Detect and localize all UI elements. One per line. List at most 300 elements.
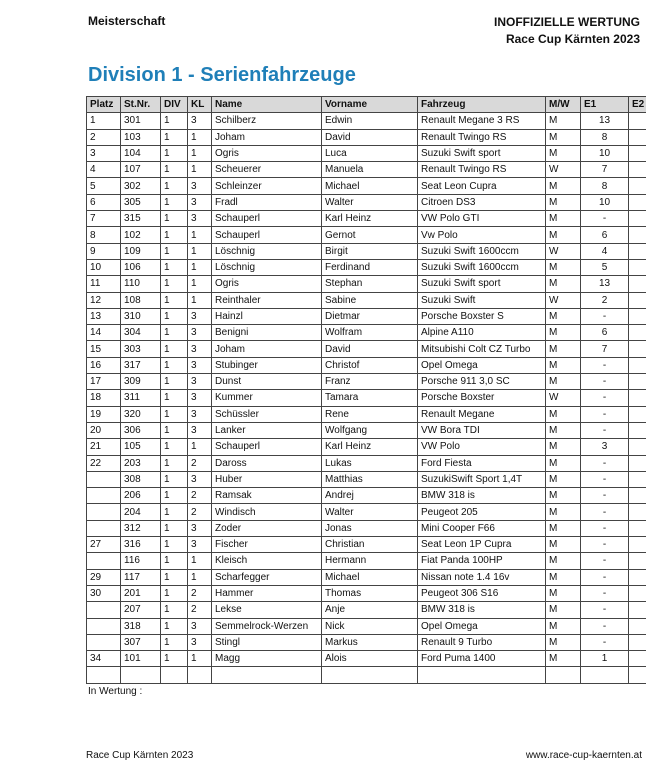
col-platz-cell: 8	[87, 227, 121, 243]
col-platz-cell: 19	[87, 406, 121, 422]
col-e2-cell	[629, 422, 646, 438]
col-mw-cell: M	[546, 145, 581, 161]
col-mw-cell: W	[546, 292, 581, 308]
col-startnummer-cell: 305	[121, 194, 161, 210]
col-platz-cell	[87, 618, 121, 634]
col-mw-cell: M	[546, 129, 581, 145]
col-kl-cell: 1	[188, 259, 212, 275]
col-name-cell: Lanker	[212, 422, 322, 438]
col-e1-cell: -	[581, 553, 629, 569]
col-startnummer-cell: 304	[121, 325, 161, 341]
col-name-cell: Löschnig	[212, 243, 322, 259]
col-startnummer-cell: 104	[121, 145, 161, 161]
col-e1-cell: 10	[581, 194, 629, 210]
col-vorname-cell: Thomas	[322, 585, 418, 601]
col-e1-cell: 10	[581, 145, 629, 161]
col-platz-cell: 15	[87, 341, 121, 357]
col-kl-cell: 3	[188, 325, 212, 341]
col-kl-header: KL	[188, 97, 212, 113]
table-row	[87, 292, 646, 308]
table-row	[87, 113, 646, 129]
col-mw-cell: M	[546, 374, 581, 390]
col-startnummer-cell: 116	[121, 553, 161, 569]
table-row	[87, 618, 646, 634]
table-row	[87, 422, 646, 438]
col-name-cell: Benigni	[212, 325, 322, 341]
col-mw-cell: M	[546, 455, 581, 471]
col-platz-cell: 6	[87, 194, 121, 210]
col-fahrzeug-cell: BMW 318 is	[418, 602, 546, 618]
col-name-cell: Löschnig	[212, 259, 322, 275]
col-e1-cell: 8	[581, 129, 629, 145]
empty-cell	[121, 667, 161, 683]
col-vorname-cell: Franz	[322, 374, 418, 390]
col-startnummer-cell: 107	[121, 162, 161, 178]
col-name-cell: Ogris	[212, 145, 322, 161]
col-div-cell: 1	[161, 488, 188, 504]
col-mw-cell: M	[546, 357, 581, 373]
col-vorname-cell: Wolfgang	[322, 422, 418, 438]
col-e2-cell	[629, 129, 646, 145]
table-row	[87, 553, 646, 569]
col-div-cell: 1	[161, 439, 188, 455]
col-fahrzeug-cell: Peugeot 205	[418, 504, 546, 520]
col-e1-cell: 8	[581, 178, 629, 194]
col-div-cell: 1	[161, 129, 188, 145]
col-e1-cell: 6	[581, 325, 629, 341]
col-kl-cell: 3	[188, 471, 212, 487]
col-mw-cell: M	[546, 634, 581, 650]
col-e1-cell: -	[581, 569, 629, 585]
col-fahrzeug-cell: Alpine A110	[418, 325, 546, 341]
col-kl-cell: 3	[188, 308, 212, 324]
col-vorname-cell: Dietmar	[322, 308, 418, 324]
table-row	[87, 194, 646, 210]
col-div-cell: 1	[161, 276, 188, 292]
col-kl-cell: 1	[188, 162, 212, 178]
col-platz-cell: 21	[87, 439, 121, 455]
col-div-cell: 1	[161, 471, 188, 487]
col-startnummer-cell: 206	[121, 488, 161, 504]
col-startnummer-cell: 105	[121, 439, 161, 455]
col-e2-cell	[629, 537, 646, 553]
col-vorname-cell: Walter	[322, 194, 418, 210]
col-startnummer-cell: 302	[121, 178, 161, 194]
col-kl-cell: 3	[188, 357, 212, 373]
col-e1-cell: 1	[581, 651, 629, 667]
col-startnummer-cell: 309	[121, 374, 161, 390]
col-name-cell: Zoder	[212, 520, 322, 536]
col-platz-cell	[87, 471, 121, 487]
col-div-cell: 1	[161, 341, 188, 357]
col-e1-cell: -	[581, 585, 629, 601]
col-kl-cell: 3	[188, 520, 212, 536]
col-startnummer-cell: 207	[121, 602, 161, 618]
col-div-cell: 1	[161, 422, 188, 438]
col-e1-cell: -	[581, 308, 629, 324]
col-mw-cell: M	[546, 276, 581, 292]
col-e1-cell: 7	[581, 341, 629, 357]
col-e2-cell	[629, 374, 646, 390]
col-div-cell: 1	[161, 145, 188, 161]
table-row	[87, 325, 646, 341]
col-div-cell: 1	[161, 634, 188, 650]
col-vorname-cell: Edwin	[322, 113, 418, 129]
col-fahrzeug-cell: Opel Omega	[418, 618, 546, 634]
col-fahrzeug-cell: Renault Twingo RS	[418, 129, 546, 145]
col-platz-cell: 22	[87, 455, 121, 471]
col-name-cell: Hainzl	[212, 308, 322, 324]
col-startnummer-cell: 316	[121, 537, 161, 553]
col-vorname-cell: Sabine	[322, 292, 418, 308]
empty-cell	[212, 667, 322, 683]
col-name-cell: Joham	[212, 341, 322, 357]
col-fahrzeug-cell: Porsche Boxster S	[418, 308, 546, 324]
col-platz-cell	[87, 602, 121, 618]
col-startnummer-cell: 315	[121, 211, 161, 227]
footer-website: www.race-cup-kaernten.at	[525, 750, 642, 761]
col-div-cell: 1	[161, 585, 188, 601]
col-e1-cell: 13	[581, 113, 629, 129]
col-mw-cell: M	[546, 488, 581, 504]
col-e1-header: E1	[581, 97, 629, 113]
table-row	[87, 520, 646, 536]
col-name-cell: Kleisch	[212, 553, 322, 569]
col-mw-cell: M	[546, 341, 581, 357]
col-startnummer-cell: 109	[121, 243, 161, 259]
col-startnummer-cell: 204	[121, 504, 161, 520]
col-kl-cell: 2	[188, 504, 212, 520]
col-kl-cell: 2	[188, 455, 212, 471]
col-mw-cell: M	[546, 439, 581, 455]
col-fahrzeug-cell: Renault 9 Turbo	[418, 634, 546, 650]
col-mw-cell: M	[546, 471, 581, 487]
col-name-cell: Schauperl	[212, 439, 322, 455]
col-div-cell: 1	[161, 162, 188, 178]
table-row	[87, 145, 646, 161]
col-platz-cell: 34	[87, 651, 121, 667]
col-mw-cell: M	[546, 602, 581, 618]
col-vorname-cell: Christof	[322, 357, 418, 373]
col-div-cell: 1	[161, 308, 188, 324]
col-fahrzeug-cell: VW Polo GTI	[418, 211, 546, 227]
col-startnummer-cell: 103	[121, 129, 161, 145]
col-e2-cell	[629, 455, 646, 471]
col-e2-cell	[629, 194, 646, 210]
table-row	[87, 276, 646, 292]
col-platz-cell	[87, 504, 121, 520]
col-fahrzeug-cell: VW Bora TDI	[418, 422, 546, 438]
col-platz-cell: 14	[87, 325, 121, 341]
col-fahrzeug-cell: Suzuki Swift 1600ccm	[418, 259, 546, 275]
col-mw-cell: M	[546, 422, 581, 438]
col-fahrzeug-cell: BMW 318 is	[418, 488, 546, 504]
col-vorname-cell: Ferdinand	[322, 259, 418, 275]
col-fahrzeug-cell: Suzuki Swift	[418, 292, 546, 308]
col-name-cell: Fradl	[212, 194, 322, 210]
col-vorname-cell: Rene	[322, 406, 418, 422]
col-div-cell: 1	[161, 651, 188, 667]
col-e2-cell	[629, 292, 646, 308]
table-row	[87, 341, 646, 357]
table-row	[87, 308, 646, 324]
col-e1-cell: 7	[581, 162, 629, 178]
col-kl-cell: 3	[188, 618, 212, 634]
col-kl-cell: 3	[188, 537, 212, 553]
col-fahrzeug-cell: Opel Omega	[418, 357, 546, 373]
col-mw-cell: M	[546, 178, 581, 194]
col-name-cell: Windisch	[212, 504, 322, 520]
col-mw-cell: W	[546, 243, 581, 259]
col-startnummer-cell: 102	[121, 227, 161, 243]
col-e2-cell	[629, 276, 646, 292]
col-name-cell: Schauperl	[212, 227, 322, 243]
col-kl-cell: 3	[188, 211, 212, 227]
col-mw-cell: M	[546, 569, 581, 585]
col-vorname-cell: Lukas	[322, 455, 418, 471]
col-platz-cell: 5	[87, 178, 121, 194]
col-platz-cell: 18	[87, 390, 121, 406]
col-platz-cell: 4	[87, 162, 121, 178]
col-platz-cell	[87, 634, 121, 650]
col-name-cell: Schilberz	[212, 113, 322, 129]
col-mw-cell: W	[546, 390, 581, 406]
empty-cell	[546, 667, 581, 683]
col-vorname-cell: Tamara	[322, 390, 418, 406]
col-e2-cell	[629, 325, 646, 341]
col-startnummer-cell: 310	[121, 308, 161, 324]
col-mw-cell: M	[546, 194, 581, 210]
col-startnummer-cell: 108	[121, 292, 161, 308]
table-row	[87, 129, 646, 145]
col-vorname-cell: Hermann	[322, 553, 418, 569]
col-div-cell: 1	[161, 194, 188, 210]
col-name-cell: Reinthaler	[212, 292, 322, 308]
col-fahrzeug-cell: VW Polo	[418, 439, 546, 455]
table-row	[87, 390, 646, 406]
table-row	[87, 178, 646, 194]
col-fahrzeug-cell: Seat Leon Cupra	[418, 178, 546, 194]
col-vorname-cell: Wolfram	[322, 325, 418, 341]
col-e2-cell	[629, 569, 646, 585]
col-vorname-cell: Karl Heinz	[322, 439, 418, 455]
col-vorname-header: Vorname	[322, 97, 418, 113]
table-row	[87, 569, 646, 585]
col-e2-cell	[629, 651, 646, 667]
col-mw-cell: M	[546, 308, 581, 324]
col-div-cell: 1	[161, 520, 188, 536]
table-row	[87, 537, 646, 553]
col-platz-cell: 27	[87, 537, 121, 553]
col-startnummer-cell: 307	[121, 634, 161, 650]
col-mw-cell: M	[546, 406, 581, 422]
col-name-cell: Schüssler	[212, 406, 322, 422]
col-kl-cell: 2	[188, 488, 212, 504]
col-kl-cell: 3	[188, 194, 212, 210]
table-row	[87, 357, 646, 373]
table-row	[87, 211, 646, 227]
col-kl-cell: 3	[188, 178, 212, 194]
footer-left: Race Cup Kärnten 2023	[86, 750, 194, 761]
col-div-cell: 1	[161, 357, 188, 373]
col-name-cell: Schleinzer	[212, 178, 322, 194]
table-row	[87, 406, 646, 422]
col-name-cell: Scharfegger	[212, 569, 322, 585]
table-row	[87, 227, 646, 243]
col-vorname-cell: Michael	[322, 178, 418, 194]
col-startnummer-cell: 106	[121, 259, 161, 275]
col-div-cell: 1	[161, 325, 188, 341]
empty-cell	[322, 667, 418, 683]
col-startnummer-cell: 306	[121, 422, 161, 438]
col-vorname-cell: Andrej	[322, 488, 418, 504]
col-kl-cell: 1	[188, 276, 212, 292]
col-e2-cell	[629, 390, 646, 406]
col-fahrzeug-cell: Porsche 911 3,0 SC	[418, 374, 546, 390]
col-e1-cell: -	[581, 520, 629, 536]
col-div-cell: 1	[161, 178, 188, 194]
col-e2-cell	[629, 243, 646, 259]
col-mw-cell: M	[546, 553, 581, 569]
col-e2-cell	[629, 341, 646, 357]
col-mw-cell: W	[546, 162, 581, 178]
col-kl-cell: 1	[188, 553, 212, 569]
col-vorname-cell: Walter	[322, 504, 418, 520]
division-title: Division 1 - Serienfahrzeuge	[88, 64, 356, 86]
header-wertung: INOFFIZIELLE WERTUNG	[494, 15, 640, 29]
col-name-cell: Fischer	[212, 537, 322, 553]
col-e1-cell: -	[581, 406, 629, 422]
col-div-cell: 1	[161, 455, 188, 471]
col-fahrzeug-cell: Mini Cooper F66	[418, 520, 546, 536]
col-kl-cell: 3	[188, 341, 212, 357]
col-startnummer-cell: 308	[121, 471, 161, 487]
col-platz-cell: 3	[87, 145, 121, 161]
col-div-cell: 1	[161, 602, 188, 618]
empty-cell	[87, 667, 121, 683]
col-platz-cell: 1	[87, 113, 121, 129]
header-title: Meisterschaft	[88, 14, 166, 28]
col-platz-cell: 13	[87, 308, 121, 324]
col-e2-cell	[629, 439, 646, 455]
col-e1-cell: -	[581, 634, 629, 650]
col-startnummer-cell: 201	[121, 585, 161, 601]
col-e1-cell: -	[581, 537, 629, 553]
col-div-cell: 1	[161, 504, 188, 520]
col-platz-cell: 16	[87, 357, 121, 373]
col-name-cell: Dunst	[212, 374, 322, 390]
col-fahrzeug-cell: Ford Fiesta	[418, 455, 546, 471]
col-vorname-cell: Anje	[322, 602, 418, 618]
col-fahrzeug-cell: Suzuki Swift sport	[418, 145, 546, 161]
col-div-cell: 1	[161, 618, 188, 634]
col-name-cell: Hammer	[212, 585, 322, 601]
col-vorname-cell: Manuela	[322, 162, 418, 178]
col-vorname-cell: David	[322, 129, 418, 145]
col-vorname-cell: Alois	[322, 651, 418, 667]
col-mw-cell: M	[546, 211, 581, 227]
in-wertung-label: In Wertung :	[88, 686, 143, 697]
table-row	[87, 651, 646, 667]
col-e1-cell: -	[581, 211, 629, 227]
col-platz-cell: 12	[87, 292, 121, 308]
col-startnummer-cell: 320	[121, 406, 161, 422]
col-fahrzeug-cell: Fiat Panda 100HP	[418, 553, 546, 569]
col-vorname-cell: Markus	[322, 634, 418, 650]
col-name-cell: Kummer	[212, 390, 322, 406]
col-e2-cell	[629, 113, 646, 129]
col-kl-cell: 3	[188, 422, 212, 438]
col-kl-cell: 2	[188, 602, 212, 618]
col-mw-cell: M	[546, 325, 581, 341]
col-e1-cell: 6	[581, 227, 629, 243]
col-platz-cell: 7	[87, 211, 121, 227]
empty-cell	[161, 667, 188, 683]
table-row	[87, 488, 646, 504]
col-platz-cell: 30	[87, 585, 121, 601]
col-e2-cell	[629, 227, 646, 243]
col-mw-cell: M	[546, 520, 581, 536]
col-name-cell: Lekse	[212, 602, 322, 618]
col-mw-cell: M	[546, 585, 581, 601]
col-div-cell: 1	[161, 553, 188, 569]
col-e1-cell: -	[581, 374, 629, 390]
col-div-cell: 1	[161, 406, 188, 422]
col-name-cell: Ramsak	[212, 488, 322, 504]
col-mw-cell: M	[546, 259, 581, 275]
col-kl-cell: 3	[188, 113, 212, 129]
col-platz-cell: 10	[87, 259, 121, 275]
table-row	[87, 243, 646, 259]
col-div-cell: 1	[161, 243, 188, 259]
col-startnummer-cell: 101	[121, 651, 161, 667]
col-name-cell: Stingl	[212, 634, 322, 650]
col-platz-cell: 2	[87, 129, 121, 145]
col-platz-cell: 17	[87, 374, 121, 390]
col-vorname-cell: Matthias	[322, 471, 418, 487]
col-kl-cell: 1	[188, 569, 212, 585]
col-name-cell: Joham	[212, 129, 322, 145]
col-platz-cell: 29	[87, 569, 121, 585]
col-startnummer-cell: 203	[121, 455, 161, 471]
col-platz-cell: 20	[87, 422, 121, 438]
col-vorname-cell: Nick	[322, 618, 418, 634]
col-mw-cell: M	[546, 504, 581, 520]
col-platz-cell	[87, 553, 121, 569]
col-e2-cell	[629, 471, 646, 487]
col-platz-cell: 11	[87, 276, 121, 292]
col-mw-header: M/W	[546, 97, 581, 113]
col-startnummer-cell: 318	[121, 618, 161, 634]
col-e1-cell: -	[581, 618, 629, 634]
col-name-cell: Schauperl	[212, 211, 322, 227]
col-e2-cell	[629, 520, 646, 536]
col-vorname-cell: Michael	[322, 569, 418, 585]
col-kl-cell: 3	[188, 634, 212, 650]
col-fahrzeug-cell: Renault Megane	[418, 406, 546, 422]
table-row	[87, 374, 646, 390]
col-e2-cell	[629, 553, 646, 569]
table-row	[87, 455, 646, 471]
col-e1-cell: 13	[581, 276, 629, 292]
col-platz-header: Platz	[87, 97, 121, 113]
col-fahrzeug-cell: Renault Twingo RS	[418, 162, 546, 178]
col-div-cell: 1	[161, 211, 188, 227]
col-kl-cell: 3	[188, 406, 212, 422]
col-vorname-cell: Christian	[322, 537, 418, 553]
col-kl-cell: 1	[188, 227, 212, 243]
col-e1-cell: 2	[581, 292, 629, 308]
